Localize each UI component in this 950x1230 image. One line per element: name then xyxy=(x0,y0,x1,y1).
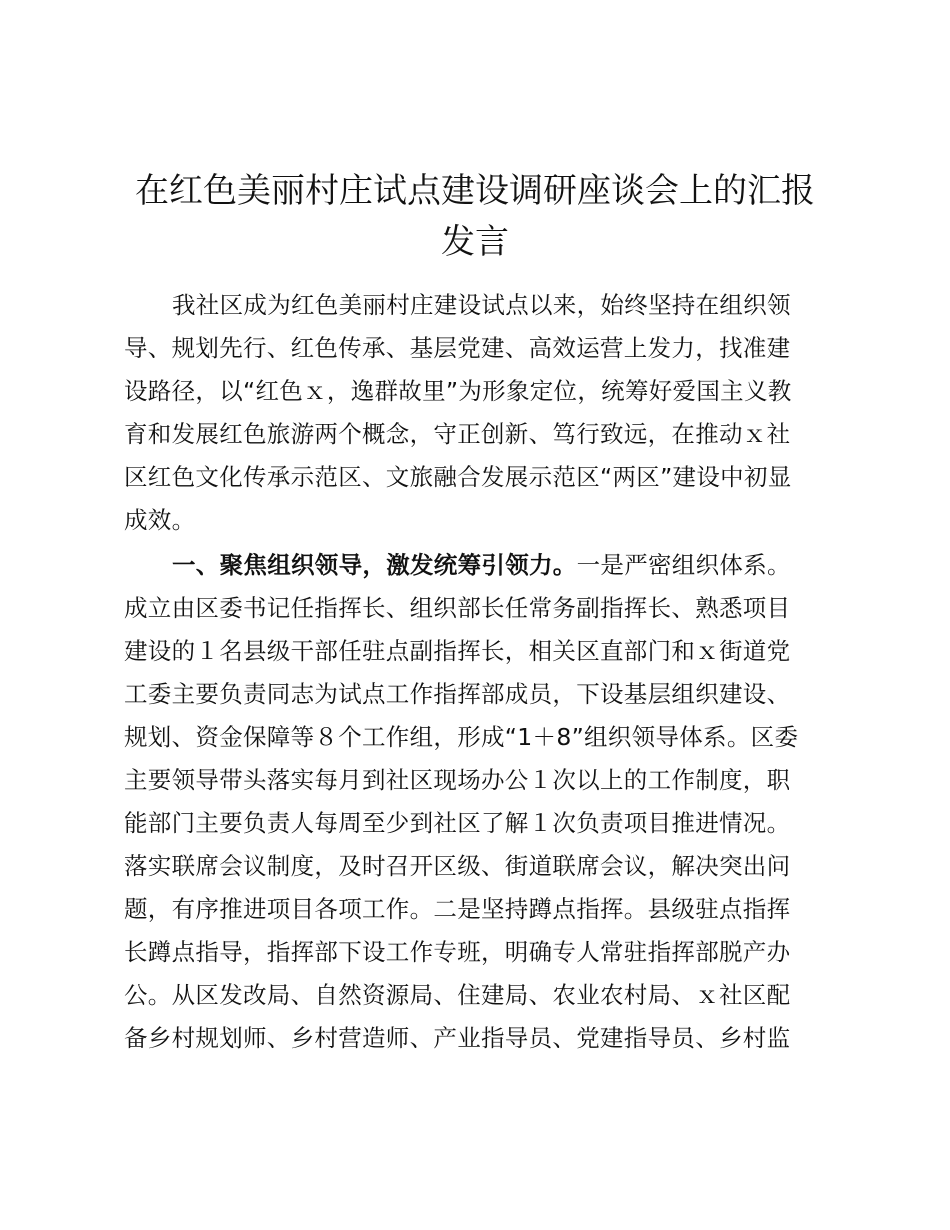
section1-line-10: 公。从区发改局、自然资源局、住建局、农业农村局、ｘ社区配 xyxy=(124,981,791,1009)
section1-line-5: 主要领导带头落实每月到社区现场办公１次以上的工作制度，职 xyxy=(124,766,791,794)
section1-first-line-rest: 一是严密组织体系。 xyxy=(576,551,791,579)
title-line-1: 在红色美丽村庄试点建设调研座谈会上的汇报 xyxy=(135,171,815,211)
section1-line-9: 长蹲点指导，指挥部下设工作专班，明确专人常驻指挥部脱产办 xyxy=(124,938,791,966)
section1-heading: 一、聚焦组织领导，激发统筹引领力。 xyxy=(172,551,577,579)
section1-line-2: 建设的１名县级干部任驻点副指挥长，相关区直部门和ｘ街道党 xyxy=(124,637,791,665)
intro-line-3: 设路径，以“红色ｘ，逸群故里”为形象定位，统筹好爱国主义教 xyxy=(124,377,792,405)
document-title xyxy=(120,166,830,268)
title-line-2: 发言 xyxy=(441,222,509,262)
section1-line-8: 题，有序推进项目各项工作。二是坚持蹲点指挥。县级驻点指挥 xyxy=(124,895,791,923)
intro-line-5: 区红色文化传承示范区、文旅融合发展示范区“两区”建设中初显 xyxy=(124,463,792,491)
intro-line-6: 成效。 xyxy=(124,506,196,534)
section1-line-1: 成立由区委书记任指挥长、组织部长任常务副指挥长、熟悉项目 xyxy=(124,594,791,622)
intro-line-1: 我社区成为红色美丽村庄建设试点以来，始终坚持在组织领 xyxy=(172,291,791,319)
section1-line-6: 能部门主要负责人每周至少到社区了解１次负责项目推进情况。 xyxy=(124,809,791,837)
section1-first-line xyxy=(124,548,872,582)
section1-line-7: 落实联席会议制度，及时召开区级、街道联席会议，解决突出问 xyxy=(124,852,791,880)
section1-line-11: 备乡村规划师、乡村营造师、产业指导员、党建指导员、乡村监 xyxy=(124,1024,791,1052)
section1-line-3: 工委主要负责同志为试点工作指挥部成员，下设基层组织建设、 xyxy=(124,680,791,708)
intro-line-4: 育和发展红色旅游两个概念，守正创新、笃行致远，在推动ｘ社 xyxy=(124,420,791,448)
section1-line-4: 规划、资金保障等８个工作组，形成“1＋8”组织领导体系。区委 xyxy=(124,723,799,751)
intro-line-2: 导、规划先行、红色传承、基层党建、高效运营上发力，找准建 xyxy=(124,334,791,362)
